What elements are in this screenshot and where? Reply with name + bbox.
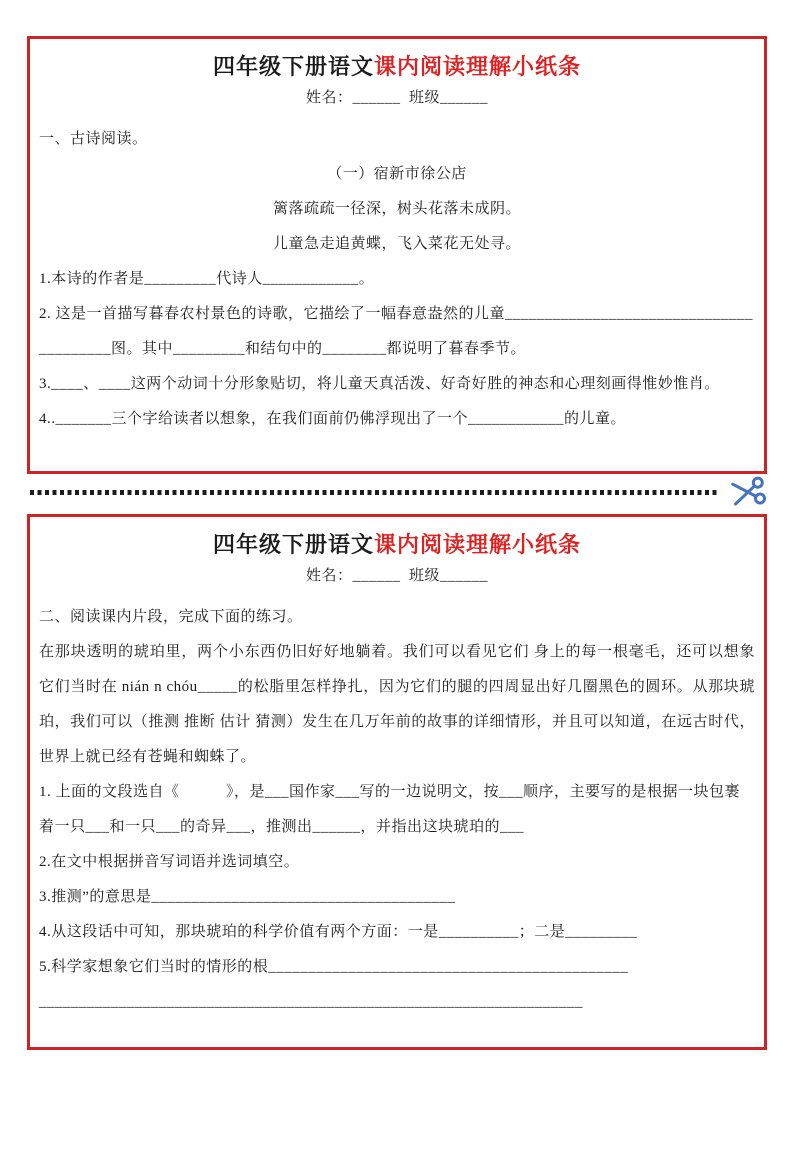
slip-1-title <box>39 53 755 81</box>
reading-passage: 在那块透明的琥珀里，两个小东西仍旧好好地躺着。我们可以看见它们 身上的每一根毫毛，还可以想象它们当时在 nián n chóu_____的松脂里怎样挣扎，因为它们的腿的四周显出好几圈黑色的圆环。从那块琥珀，我们可以（推测 推断 估计 猜测）发生在几万年前的故事的详细情形，并且可以知道，在远古时代，世界上就已经有苍蝇和蜘蛛了。 <box>39 644 755 765</box>
slip-1 <box>27 36 767 474</box>
scissors-icon <box>730 474 768 510</box>
poem-title: （一）宿新市徐公店 <box>327 166 467 182</box>
dotted-cut-line <box>30 490 720 495</box>
poem-line-2: 儿童急走追黄蝶，飞入菜花无处寻。 <box>272 236 521 252</box>
title-black-part: 四年级下册语文 <box>212 532 374 557</box>
title-black-part: 四年级下册语文 <box>212 54 374 79</box>
slip2-question-5-blank-line: ____________________________________________________________________ <box>39 994 583 1010</box>
section-heading-1: 一、古诗阅读。 <box>39 131 148 147</box>
section-heading-2: 二、阅读课内片段，完成下面的练习。 <box>39 609 303 625</box>
title-red-part: 课内阅读理解小纸条 <box>374 532 582 557</box>
slip2-question-5: 5.科学家想象它们当时的情形的根_____________________________________________ <box>39 959 629 975</box>
slip1-question-4: 4.._______三个字给读者以想象，在我们面前仍佛浮现出了一个____________的儿童。 <box>39 411 627 427</box>
name-class-line: 姓名：______ 班级______ <box>305 568 488 584</box>
cut-divider <box>27 474 772 514</box>
name-class-line: 姓名：______ 班级______ <box>305 90 488 106</box>
slip1-question-2: 2. 这是一首描写暮春农村景色的诗歌，它描绘了一幅春意盎然的儿童________________________________________图。其中_________和结句中的________都说明了暮春季节。 <box>39 306 754 357</box>
title-red-part: 课内阅读理解小纸条 <box>374 54 582 79</box>
worksheet-page <box>0 36 793 1158</box>
slip2-question-1: 1. 上面的文段选自《 》，是___国作家___写的一边说明文，按___顺序，主要写的是根据一块包裹着一只___和一只___的奇异___，推测出______，并指出这块琥珀的___ <box>39 784 741 835</box>
slip-2-title <box>39 531 755 559</box>
slip-2 <box>27 514 767 1050</box>
slip2-question-2: 2.在文中根据拼音写词语并选词填空。 <box>39 854 300 870</box>
slip1-question-1: 1.本诗的作者是_________代诗人____________。 <box>39 271 375 287</box>
poem-line-1: 篱落疏疏一径深，树头花落未成阴。 <box>272 201 521 217</box>
slip2-question-4: 4.从这段话中可知，那块琥珀的科学价值有两个方面：一是__________；二是_________ <box>39 924 638 940</box>
slip1-question-3: 3.____、____这两个动词十分形象贴切，将儿童天真活泼、好奇好胜的神态和心理刻画得惟妙惟肖。 <box>39 376 720 392</box>
slip2-question-3: 3.推测”的意思是______________________________________ <box>39 889 456 905</box>
